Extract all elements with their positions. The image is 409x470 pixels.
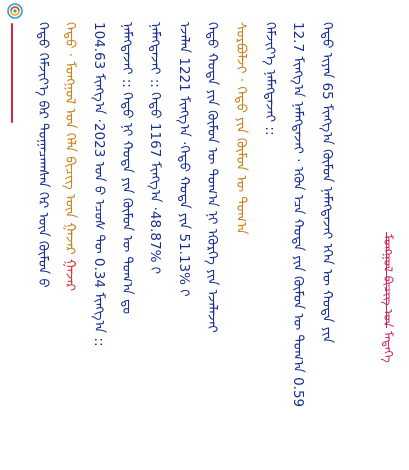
column-text: ᠨᠡᠮᠡᠭᠳᠡᠵᠡᠢ :: ᠬᠡᠳᠦ 1167 ᠮᠢᠩᠭ᠎ᠠ ·48.87% ᠢ᠋ bbox=[147, 22, 163, 275]
column-text: 12.7 ᠮᠢᠩᠭ᠎ᠠ ᠨᠡᠮᠡᠭᠳᠡᠵᠡᠢ · ᠡᠭᠦᠨ ᠡᠴᠡ ᠬᠣᠲᠠ ᠶᠢᠨ ᠬᠦᠮᠦᠨ ᠦ ᠲᠣᠭ᠎ᠠ 0.59 bbox=[290, 22, 306, 408]
highlight-text: ᠬᠡᠳᠦ · bbox=[62, 22, 78, 58]
highlight-text: ᠭᠠᠵᠠᠷ bbox=[62, 258, 78, 292]
column-text: ᠡᠵᠡᠯᠡᠨ 1221 ᠮᠢᠩᠭ᠎ᠠ ·ᠬᠡᠳᠦ ᠬᠣᠲᠠ ᠶᠢᠨ 51.13% ᠢ᠋ bbox=[176, 22, 192, 297]
text-column-3 bbox=[89, 22, 109, 347]
text-column-8 bbox=[231, 22, 251, 235]
text-column-7 bbox=[202, 22, 222, 333]
column-text: ᠨᠡᠮᠡᠭᠳᠡᠵᠡᠢ :: ᠬᠡᠳᠦ ᠨᠢ ᠬᠣᠲᠠ ᠶᠢᠨ ᠬᠦᠮᠦᠨ ᠦ ᠲᠣᠭ᠎ᠠ ᠳᠤ bbox=[119, 22, 135, 315]
highlight-text: ᠬᠡᠳᠦ ᠶᠢᠨ ᠬᠦᠮᠦᠨ ᠦ ᠲᠣᠭ᠎ᠠ bbox=[233, 82, 249, 235]
column-text: ᠬᠡᠳᠦ ᠢᠶᠡᠨ 65 ᠮᠢᠩᠭ᠎ᠠ ᠬᠦᠮᠦᠨ ᠨᠡᠮᠡᠭᠳᠡᠵᠡᠢ ᠡᠬᠡᠨ ᠦ ᠬᠣᠲᠠ ᠶᠢᠨ bbox=[319, 22, 335, 344]
highlight-text: ᠮᠣᠩᠭᠣᠯ ᠤᠨ ᠬᠡᠯᠡ ᠪᠢᠴᠢᠭ ᠦᠨ ᠭᠠᠵᠠᠷ bbox=[62, 57, 78, 259]
text-column-1 bbox=[33, 22, 53, 288]
text-column-11 bbox=[317, 22, 337, 343]
column-text: 104.63 ᠮᠢᠩᠭ᠎ᠠ ·2023 ᠣᠨ ᠤ᠋ ᠡᠴᠦᠰ ᠲᠦ 0.34 ᠮᠢᠩᠭ᠎ᠠ :: bbox=[91, 22, 107, 347]
source-label: ᠮᠤᠩᠭᠤᠯ ᠪᠢᠴᠢᠭ ᠤᠨ ᠮᠡᠳᠡᠭᠡ bbox=[381, 234, 395, 363]
column-text: ᠬᠡᠮᠵᠢᠶ᠎ᠡ ᠨᠡᠮᠡᠭᠳᠡᠵᠡᠢ :: bbox=[262, 22, 278, 136]
column-text: ᠬᠡᠳᠦ ᠬᠣᠲᠠ ᠶᠢᠨ ᠬᠦᠮᠦᠨ ᠦ ᠲᠣᠭ᠎ᠠ ᠨᠢ ᠡᠭᠦᠷᠭᠡ ᠶᠢᠨ ᠡᠵᠡᠯᠡᠵᠡᠢ bbox=[204, 22, 220, 333]
swirl-logo-icon bbox=[7, 3, 23, 19]
text-column-5 bbox=[145, 22, 165, 274]
column-text: ᠬᠡᠳᠦ ᠬᠡᠮᠵᠢᠶ᠎ᠡ ᠪᠡᠷ ᠲᠤᠭᠠᠴᠠᠭᠰᠠᠨ ᠭᠡᠷ ᠦᠨ ᠬᠦᠮᠦᠨ ᠤ᠋ bbox=[35, 22, 51, 288]
decorative-rule bbox=[11, 23, 13, 123]
text-column-6 bbox=[174, 22, 194, 297]
text-column-4 bbox=[117, 22, 137, 314]
text-column-9 bbox=[260, 22, 280, 136]
highlight-text: ᠰᠤᠷᠪᠤᠯᠵᠢ · bbox=[233, 22, 249, 83]
text-column-10 bbox=[288, 22, 308, 407]
text-column-2 bbox=[60, 22, 80, 291]
